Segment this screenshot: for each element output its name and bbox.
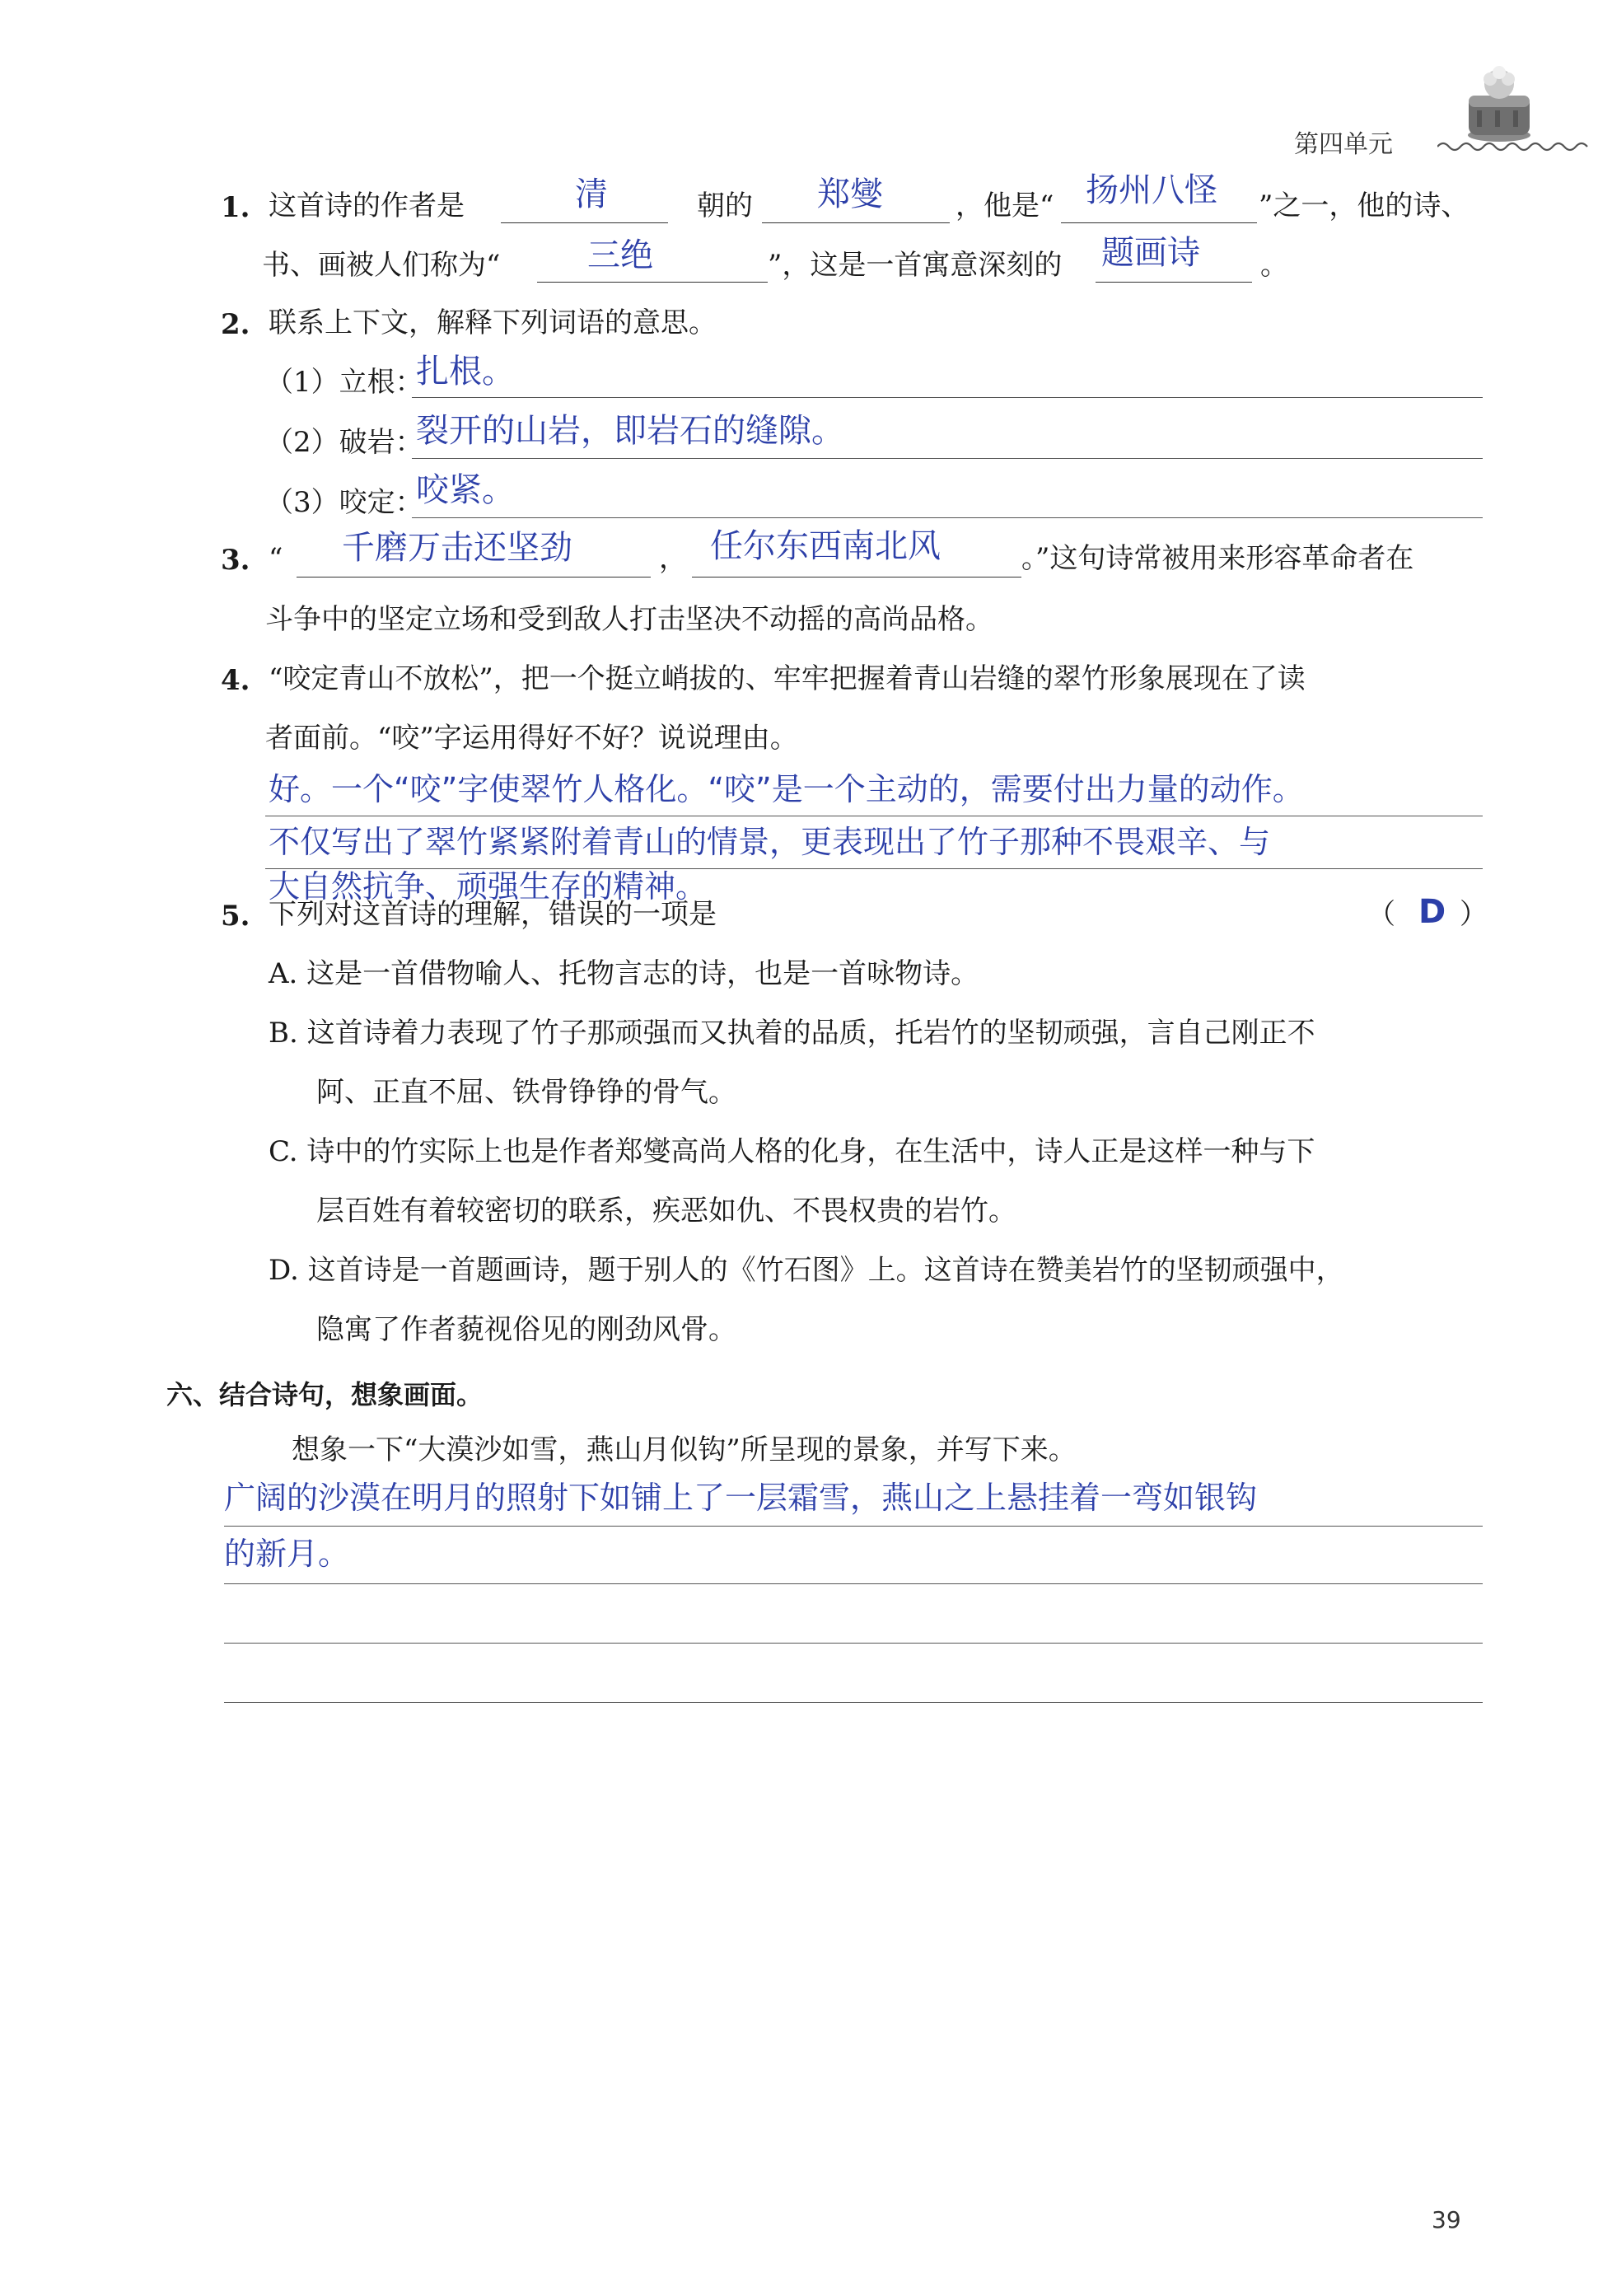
section-6-rule-4	[224, 1702, 1483, 1703]
q5-option-d-line-2: 隐寓了作者藐视俗见的刚劲风骨。	[316, 1313, 736, 1346]
q1-blank-3	[1061, 222, 1257, 223]
q2-item-2-answer: 裂开的山岩，即岩石的缝隙。	[416, 412, 844, 450]
q2-item-1-answer: 扎根。	[416, 353, 515, 390]
q1-text-4: ”之一，他的诗、	[1259, 189, 1469, 222]
section-6-heading: 六、结合诗句，想象画面。	[166, 1379, 484, 1410]
section-6-prompt: 想象一下“大漠沙如雪，燕山月似钩”所呈现的景象，并写下来。	[292, 1433, 1077, 1466]
q4-answer-line-2: 不仅写出了翠竹紧紧附着青山的情景，更表现出了竹子那种不畏艰辛、与	[269, 824, 1271, 860]
section-6-answer-line-1: 广阔的沙漠在明月的照射下如铺上了一层霜雪，燕山之上悬挂着一弯如银钩	[224, 1480, 1258, 1516]
section-6-rule-3	[224, 1643, 1483, 1644]
q1-text-1: 这首诗的作者是	[269, 189, 465, 222]
q2-item-3-answer: 咬紧。	[416, 471, 515, 509]
q1-answer-4: 三绝	[587, 236, 653, 274]
q2-item-1-label: （1）立根：	[265, 366, 423, 399]
q2-item-1-line	[412, 397, 1483, 398]
q4-answer-line-3: 大自然抗争、顽强生存的精神。	[269, 868, 708, 905]
q3-open-quote: “	[269, 542, 283, 575]
q3-text-2: 斗争中的坚定立场和受到敌人打击坚决不动摇的高尚品格。	[265, 603, 993, 636]
q2-item-2-line	[412, 458, 1483, 459]
section-6-rule-2	[224, 1583, 1483, 1584]
q1-blank-1	[501, 222, 668, 223]
q4-text-1: “咬定青山不放松”，把一个挺立峭拔的、牢牢把握着青山岩缝的翠竹形象展现在了读	[269, 662, 1306, 695]
q2-text: 联系上下文，解释下列词语的意思。	[269, 306, 717, 339]
section-6-rule-1	[224, 1526, 1483, 1527]
q1-answer-5: 题画诗	[1101, 234, 1200, 272]
q5-option-c-line-2: 层百姓有着较密切的联系，疾恶如仇、不畏权贵的岩竹。	[316, 1195, 1016, 1227]
q5-answer: D	[1418, 893, 1446, 931]
q5-option-c-line-1: C. 诗中的竹实际上也是作者郑燮高尚人格的化身，在生活中，诗人正是这样一种与下	[269, 1135, 1315, 1168]
cake-icon	[1454, 56, 1544, 147]
q1-blank-4	[537, 282, 768, 283]
q1-answer-3: 扬州八怪	[1086, 171, 1217, 209]
q2-item-2-label: （2）破岩：	[265, 426, 423, 459]
q2-item-3-label: （3）咬定：	[265, 486, 423, 519]
q1-text-2: 朝的	[697, 189, 753, 222]
q1-answer-2: 郑燮	[817, 175, 883, 213]
q1-text-5: 书、画被人们称为“	[262, 249, 501, 282]
q5-paren-close: ）	[1460, 898, 1488, 931]
q4-number: 4.	[221, 664, 250, 697]
q1-number: 1.	[221, 191, 250, 224]
wavy-divider	[1437, 138, 1590, 155]
q3-blank-2	[692, 577, 1021, 578]
page-number: 39	[1432, 2206, 1461, 2233]
q1-text-3: ，他是“	[956, 189, 1054, 222]
q1-text-6: ”，这是一首寓意深刻的	[768, 249, 1063, 282]
section-6-answer-line-2: 的新月。	[224, 1536, 350, 1572]
q5-paren-open: （	[1367, 898, 1395, 931]
q5-option-b-line-1: B. 这首诗着力表现了竹子那顽强而又执着的品质，托岩竹的坚韧顽强，言自己刚正不	[269, 1017, 1315, 1050]
q4-answer-line-1: 好。一个“咬”字使翠竹人格化。“咬”是一个主动的，需要付出力量的动作。	[269, 771, 1304, 807]
q5-number: 5.	[221, 900, 250, 933]
q5-option-d-line-1: D. 这首诗是一首题画诗，题于别人的《竹石图》上。这首诗在赞美岩竹的坚韧顽强中，	[269, 1254, 1344, 1287]
q3-answer-1: 千磨万击还坚劲	[342, 529, 572, 567]
q2-item-3-line	[412, 517, 1483, 518]
q2-number: 2.	[221, 308, 250, 341]
q3-answer-2: 任尔东西南北风	[710, 527, 941, 565]
q1-blank-5	[1096, 282, 1252, 283]
q4-text-2: 者面前。“咬”字运用得好不好？说说理由。	[265, 722, 798, 755]
q3-blank-1	[297, 577, 651, 578]
q3-text-1: 。”这句诗常被用来形容革命者在	[1021, 542, 1414, 575]
q5-option-b-line-2: 阿、正直不屈、铁骨铮铮的骨气。	[316, 1076, 736, 1109]
q5-option-a: A. 这是一首借物喻人、托物言志的诗，也是一首咏物诗。	[269, 957, 979, 990]
unit-label: 第四单元	[1294, 130, 1393, 159]
q3-comma: ，	[659, 542, 687, 575]
q1-text-7: 。	[1260, 249, 1288, 282]
q1-answer-1: 清	[575, 175, 608, 213]
q1-blank-2	[762, 222, 950, 223]
q5-text: 下列对这首诗的理解，错误的一项是	[269, 898, 717, 931]
q3-number: 3.	[221, 544, 250, 577]
